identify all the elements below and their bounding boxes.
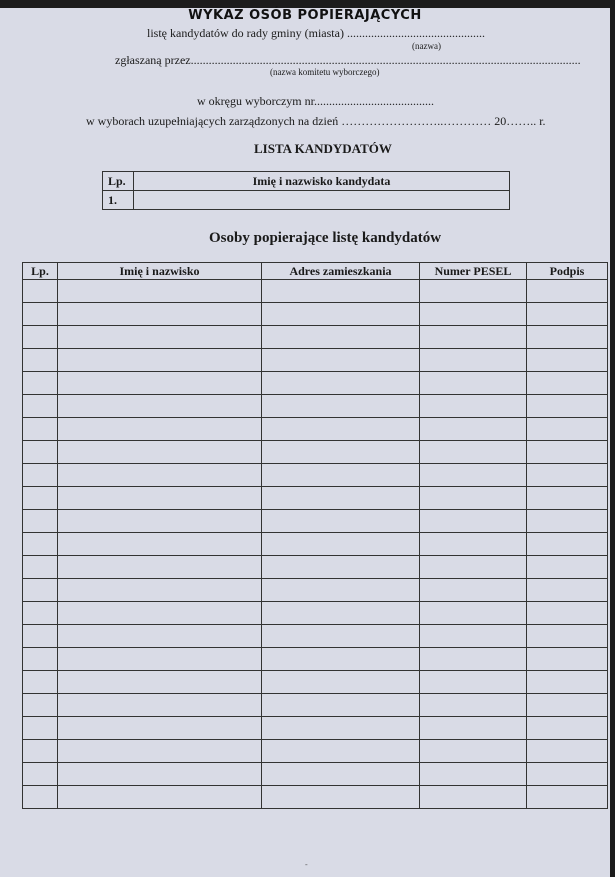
table-cell[interactable] [23, 786, 58, 809]
election-date-line: w wyborach uzupełniających zarządzonych na dzień ……………………..………… 20…….. r. [86, 114, 546, 128]
table-row [23, 533, 608, 556]
document-page [0, 8, 610, 877]
committee-line: zgłaszaną przez.................................................................................................................................. [115, 53, 581, 67]
table-cell[interactable] [420, 717, 527, 740]
table-cell[interactable] [527, 303, 608, 326]
table-cell[interactable] [527, 372, 608, 395]
table-row [23, 326, 608, 349]
table-cell[interactable] [262, 648, 420, 671]
table-row [23, 510, 608, 533]
table-cell[interactable] [420, 395, 527, 418]
table-cell[interactable] [527, 510, 608, 533]
table-cell[interactable] [58, 786, 262, 809]
table-cell[interactable] [527, 441, 608, 464]
table-cell[interactable] [420, 303, 527, 326]
table-cell[interactable] [527, 464, 608, 487]
table-cell[interactable] [420, 326, 527, 349]
table-cell[interactable] [420, 441, 527, 464]
table-cell[interactable] [262, 533, 420, 556]
table-cell[interactable] [23, 648, 58, 671]
table-cell: 1. [103, 191, 134, 210]
table-cell[interactable] [420, 671, 527, 694]
table-cell[interactable] [58, 487, 262, 510]
table-row [23, 487, 608, 510]
table-row [23, 602, 608, 625]
table-row [23, 303, 608, 326]
table-cell[interactable] [527, 280, 608, 303]
column-header: Adres zamieszkania [262, 263, 420, 280]
table-row [23, 579, 608, 602]
footer-mark: - [305, 860, 308, 869]
table-row [23, 786, 608, 809]
table-cell[interactable] [420, 372, 527, 395]
table-cell[interactable] [527, 625, 608, 648]
table-row [23, 671, 608, 694]
table-cell[interactable] [262, 510, 420, 533]
table-cell[interactable] [58, 349, 262, 372]
document-title: WYKAZ OSÓB POPIERAJĄCYCH [188, 8, 422, 23]
table-cell[interactable] [262, 464, 420, 487]
table-cell[interactable] [262, 694, 420, 717]
table-cell[interactable] [527, 740, 608, 763]
table-cell[interactable] [420, 740, 527, 763]
table-cell[interactable] [23, 717, 58, 740]
table-row [23, 625, 608, 648]
table-cell[interactable] [58, 464, 262, 487]
table-cell[interactable] [58, 602, 262, 625]
supporters-table-header [23, 263, 608, 280]
table-cell[interactable] [58, 763, 262, 786]
list-name-line: listę kandydatów do rady gminy (miasta) .............................................. [147, 26, 485, 40]
table-row [23, 740, 608, 763]
table-cell[interactable] [58, 280, 262, 303]
table-cell[interactable] [420, 648, 527, 671]
table-cell[interactable] [420, 556, 527, 579]
table-row [23, 694, 608, 717]
table-cell[interactable] [527, 579, 608, 602]
table-cell[interactable] [527, 556, 608, 579]
table-cell[interactable] [58, 395, 262, 418]
table-cell[interactable] [23, 533, 58, 556]
table-cell[interactable] [23, 418, 58, 441]
candidate-list-heading: LISTA KANDYDATÓW [254, 141, 392, 156]
table-cell[interactable] [58, 648, 262, 671]
table-cell[interactable] [420, 602, 527, 625]
column-header: Numer PESEL [420, 263, 527, 280]
table-row [23, 717, 608, 740]
table-cell[interactable] [58, 579, 262, 602]
table-row [23, 418, 608, 441]
table-cell[interactable] [262, 763, 420, 786]
table-cell[interactable] [58, 326, 262, 349]
table-cell[interactable] [23, 625, 58, 648]
table-row [23, 464, 608, 487]
table-cell[interactable] [527, 349, 608, 372]
table-row [23, 763, 608, 786]
committee-caption: (nazwa komitetu wyborczego) [270, 67, 380, 77]
table-cell[interactable] [262, 372, 420, 395]
table-row [23, 441, 608, 464]
table-cell[interactable] [58, 740, 262, 763]
table-cell[interactable] [527, 671, 608, 694]
table-cell[interactable] [262, 395, 420, 418]
table-cell[interactable] [58, 303, 262, 326]
table-cell[interactable] [527, 487, 608, 510]
table-cell[interactable] [527, 648, 608, 671]
table-cell[interactable] [58, 441, 262, 464]
table-cell[interactable] [262, 326, 420, 349]
table-cell[interactable] [420, 786, 527, 809]
table-cell[interactable] [527, 418, 608, 441]
table-row [23, 280, 608, 303]
table-cell[interactable] [262, 303, 420, 326]
table-cell[interactable] [527, 395, 608, 418]
table-cell[interactable] [23, 349, 58, 372]
table-cell[interactable] [527, 717, 608, 740]
table-cell[interactable] [58, 372, 262, 395]
table-cell[interactable] [527, 326, 608, 349]
table-cell[interactable] [23, 579, 58, 602]
table-cell[interactable] [23, 395, 58, 418]
table-row [23, 395, 608, 418]
table-cell[interactable] [420, 464, 527, 487]
table-cell[interactable] [23, 487, 58, 510]
table-cell[interactable] [262, 625, 420, 648]
table-cell[interactable] [23, 326, 58, 349]
table-cell[interactable] [262, 349, 420, 372]
table-cell[interactable] [527, 763, 608, 786]
column-header: Lp. [103, 172, 134, 191]
table-cell[interactable] [58, 510, 262, 533]
table-cell[interactable] [262, 441, 420, 464]
table-cell[interactable] [420, 487, 527, 510]
table-cell[interactable] [262, 487, 420, 510]
table-cell[interactable] [58, 556, 262, 579]
table-cell[interactable] [262, 602, 420, 625]
list-name-caption: (nazwa) [412, 41, 441, 51]
table-cell[interactable] [262, 740, 420, 763]
table-row [23, 372, 608, 395]
table-cell[interactable] [262, 280, 420, 303]
table-cell[interactable] [23, 441, 58, 464]
table-cell[interactable] [23, 556, 58, 579]
district-line: w okręgu wyborczym nr........................................ [197, 94, 434, 108]
table-cell[interactable] [262, 418, 420, 441]
table-cell[interactable] [23, 280, 58, 303]
table-row [23, 556, 608, 579]
table-cell[interactable] [23, 602, 58, 625]
table-cell[interactable] [420, 579, 527, 602]
column-header: Imię i nazwisko [58, 263, 262, 280]
table-row [103, 191, 510, 210]
column-header: Podpis [527, 263, 608, 280]
table-cell[interactable] [262, 786, 420, 809]
table-cell[interactable] [23, 740, 58, 763]
table-cell[interactable] [58, 533, 262, 556]
table-cell[interactable] [262, 717, 420, 740]
table-cell[interactable] [420, 625, 527, 648]
table-cell[interactable] [58, 717, 262, 740]
table-cell[interactable] [58, 418, 262, 441]
table-cell[interactable] [420, 280, 527, 303]
table-cell[interactable] [23, 671, 58, 694]
candidate-table [102, 171, 510, 210]
table-cell[interactable] [262, 556, 420, 579]
table-cell[interactable] [527, 602, 608, 625]
table-cell[interactable] [23, 510, 58, 533]
table-cell[interactable] [420, 349, 527, 372]
table-cell[interactable] [58, 671, 262, 694]
table-cell[interactable] [58, 694, 262, 717]
table-cell[interactable] [134, 191, 510, 210]
table-cell[interactable] [527, 694, 608, 717]
table-row [23, 648, 608, 671]
table-cell[interactable] [23, 372, 58, 395]
table-cell[interactable] [23, 464, 58, 487]
column-header: Imię i nazwisko kandydata [134, 172, 510, 191]
table-cell[interactable] [420, 418, 527, 441]
table-cell[interactable] [527, 786, 608, 809]
table-cell[interactable] [262, 671, 420, 694]
table-row [23, 349, 608, 372]
table-cell[interactable] [58, 625, 262, 648]
table-cell[interactable] [527, 533, 608, 556]
supporters-heading: Osoby popierające listę kandydatów [209, 230, 442, 246]
table-cell[interactable] [23, 694, 58, 717]
candidate-table-header [103, 172, 510, 191]
table-cell[interactable] [262, 579, 420, 602]
table-cell[interactable] [420, 510, 527, 533]
table-cell[interactable] [23, 763, 58, 786]
table-cell[interactable] [420, 533, 527, 556]
table-cell[interactable] [420, 694, 527, 717]
supporters-table-body [23, 280, 608, 809]
table-cell[interactable] [420, 763, 527, 786]
column-header: Lp. [23, 263, 58, 280]
table-cell[interactable] [23, 303, 58, 326]
supporters-table [22, 262, 608, 809]
